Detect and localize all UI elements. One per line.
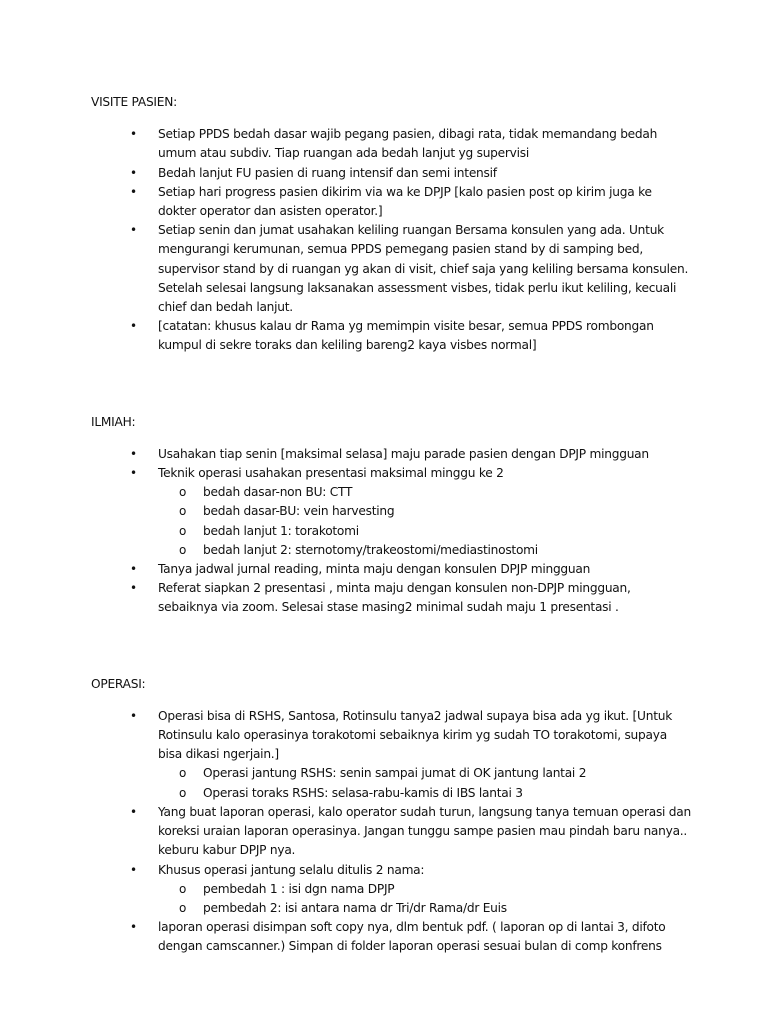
list-item-text: Referat siapkan 2 presentasi , minta maju dengan konsulen non-DPJP mingguan, sebaiknya via zoom. Selesai stase masing2 minimal sudah maju 1 presentasi . — [158, 581, 631, 615]
sublist-item — [158, 483, 691, 502]
bullet-icon: • — [130, 708, 137, 723]
list-item — [91, 579, 691, 617]
teknik-operasi-sublist — [158, 483, 691, 560]
list-item-text: Usahakan tiap senin [maksimal selasa] maju parade pasien dengan DPJP mingguan — [158, 446, 649, 461]
section-heading-visite-pasien: VISITE PASIEN: — [91, 95, 177, 109]
list-item — [91, 707, 691, 803]
bullet-icon: • — [130, 184, 137, 199]
document-body — [91, 93, 691, 957]
sublist-item — [158, 541, 691, 560]
sublist-item-text: bedah dasar-BU: vein harvesting — [203, 504, 395, 519]
circle-bullet-icon: o — [179, 504, 187, 519]
list-item — [91, 221, 691, 317]
bullet-icon: • — [130, 562, 137, 577]
list-item — [91, 183, 691, 221]
circle-bullet-icon: o — [179, 523, 187, 538]
sublist-item-text: Operasi jantung RSHS: senin sampai jumat di OK jantung lantai 2 — [203, 766, 587, 781]
list-item — [91, 560, 691, 579]
sublist-item-text: bedah lanjut 1: torakotomi — [203, 523, 359, 538]
sublist-item — [158, 522, 691, 541]
list-item — [91, 861, 691, 919]
list-item-text: Khusus operasi jantung selalu ditulis 2 nama: — [158, 862, 425, 877]
list-item — [91, 317, 691, 355]
circle-bullet-icon: o — [179, 785, 187, 800]
list-item-text: Setiap PPDS bedah dasar wajib pegang pasien, dibagi rata, tidak memandang bedah umum atau subdiv. Tiap ruangan ada bedah lanjut yg supervisi — [158, 127, 658, 161]
list-item-text: Teknik operasi usahakan presentasi maksimal minggu ke 2 — [158, 466, 504, 481]
list-item-text: [catatan: khusus kalau dr Rama yg memimpin visite besar, semua PPDS rombongan kumpul di sekre toraks dan keliling bareng2 kaya visbes normal] — [158, 319, 654, 353]
circle-bullet-icon: o — [179, 766, 187, 781]
sublist-item — [158, 899, 691, 918]
circle-bullet-icon: o — [179, 542, 187, 557]
bullet-icon: • — [130, 862, 137, 877]
pembedah-sublist — [158, 880, 691, 918]
list-item — [91, 803, 691, 861]
list-item-text: laporan operasi disimpan soft copy nya, dlm bentuk pdf. ( laporan op di lantai 3, difoto dengan camscanner.) Simpan di folder laporan operasi sesuai bulan di comp konfrens — [158, 920, 666, 954]
list-item — [91, 918, 691, 956]
section-heading-ilmiah: ILMIAH: — [91, 414, 136, 429]
sublist-item-text: pembedah 2: isi antara nama dr Tri/dr Rama/dr Euis — [203, 900, 507, 915]
operasi-lokasi-sublist — [158, 764, 691, 802]
bullet-icon: • — [130, 446, 137, 461]
bullet-icon: • — [130, 127, 137, 142]
list-item-text: Setiap hari progress pasien dikirim via wa ke DPJP [kalo pasien post op kirim juga ke dokter operator dan asisten operator.] — [158, 184, 652, 219]
bullet-icon: • — [130, 466, 137, 481]
sublist-item — [158, 502, 691, 521]
bullet-icon: • — [130, 581, 137, 596]
sublist-item-text: bedah lanjut 2: sternotomy/trakeostomi/mediastinostomi — [203, 542, 538, 557]
list-item-text: Yang buat laporan operasi, kalo operator sudah turun, langsung tanya temuan operasi dan koreksi uraian laporan operasinya. Jangan tunggu sampe pasien mau pindah baru nanya.. keburu kabur DPJP nya. — [158, 804, 691, 858]
bullet-icon: • — [130, 804, 137, 819]
list-item — [91, 445, 691, 464]
sublist-item-text: pembedah 1 : isi dgn nama DPJP — [203, 881, 395, 896]
circle-bullet-icon: o — [179, 900, 187, 915]
bullet-icon: • — [130, 165, 137, 180]
operasi-list — [91, 707, 691, 957]
list-item-text: Bedah lanjut FU pasien di ruang intensif dan semi intensif — [158, 165, 497, 180]
section-heading-operasi: OPERASI: — [91, 676, 146, 691]
list-item-text: Tanya jadwal jurnal reading, minta maju dengan konsulen DPJP mingguan — [158, 562, 591, 577]
sublist-item-text: bedah dasar-non BU: CTT — [203, 485, 353, 500]
visite-pasien-list — [91, 125, 691, 355]
list-item-text: Setiap senin dan jumat usahakan keliling ruangan Bersama konsulen yang ada. Untuk mengurangi kerumunan, semua PPDS pemegang pasien stand by di samping bed, supervisor stand by di ruangan yg akan di visit, chief saja yang keliling bersama konsulen. Setelah selesai langsung laksanakan assessment visbes, tidak perlu ikut keliling, kecuali chief dan bedah lanjut. — [158, 223, 689, 315]
sublist-item-text: Operasi toraks RSHS: selasa-rabu-kamis di IBS lantai 3 — [203, 785, 523, 800]
sublist-item — [158, 784, 691, 803]
bullet-icon: • — [130, 920, 137, 935]
list-item-text: Operasi bisa di RSHS, Santosa, Rotinsulu tanya2 jadwal supaya bisa ada yg ikut. [Untuk Rotinsulu kalo operasinya torakotomi sebaiknya kirim yg sudah TO torakotomi, supaya bisa dikasi ngerjain.] — [158, 708, 672, 762]
circle-bullet-icon: o — [179, 485, 187, 500]
list-item — [91, 464, 691, 560]
ilmiah-list — [91, 445, 691, 618]
sublist-item — [158, 880, 691, 899]
list-item — [91, 164, 691, 183]
bullet-icon: • — [130, 223, 137, 238]
circle-bullet-icon: o — [179, 881, 187, 896]
sublist-item — [158, 764, 691, 783]
list-item — [91, 125, 691, 163]
bullet-icon: • — [130, 319, 137, 334]
